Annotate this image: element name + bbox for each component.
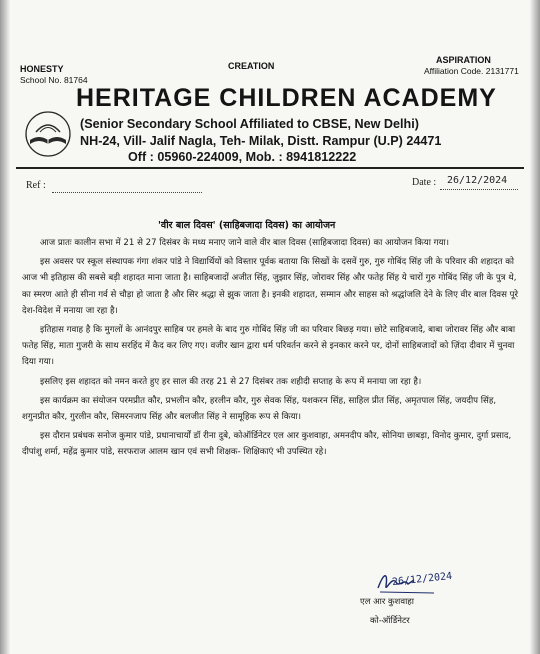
contact-line: Off : 05960-224009, Mob. : 8941812222 bbox=[128, 150, 357, 164]
motto-aspiration: ASPIRATION bbox=[436, 55, 491, 65]
paragraph-intro: आज प्रातः कालीन सभा में 21 से 27 दिसंबर के मध्य मनाए जाने वाले वीर बाल दिवस (साहिबजादा दिवस) का आयोजन किया गया। bbox=[40, 238, 449, 248]
open-book-logo-icon bbox=[20, 110, 76, 158]
address-line: NH-24, Vill- Jalif Nagla, Teh- Milak, Distt. Rampur (U.P) 24471 bbox=[80, 134, 442, 148]
signatory-name: एल आर कुशवाहा bbox=[360, 597, 414, 607]
affiliation-code: Affiliation Code. 2131771 bbox=[424, 66, 519, 76]
signatory-title: को-ऑर्डिनेटर bbox=[370, 616, 410, 626]
motto-creation: CREATION bbox=[228, 61, 275, 71]
paragraph-history: इतिहास गवाह है कि मुगलों के आनंदपुर साहिब पर हमले के बाद गुरु गोबिंद सिंह जी का परिवार बिछड़ गया। छोटे साहिबजादे, बाबा जोरावर सिंह और बाबा फतेह सिंह, माता गुजरी के साथ सरहिंद में कैद कर लिए गए। वजीर खान द्वारा धर्म परिवर्तन करने से इनकार करने पर, दोनों साहिबजादों को ज़िंदा दीवार में चुनवा दिया गया। bbox=[22, 325, 516, 368]
school-number: School No. 81764 bbox=[20, 75, 88, 85]
date-blank-line bbox=[440, 189, 518, 190]
motto-honesty: HONESTY bbox=[20, 64, 64, 74]
paragraph-attendees: इस दौरान प्रबंधक सनोज कुमार पांडे, प्रधानाचार्यों डॉ रीना दुबे, कोऑर्डिनेटर एल आर कुशवाहा, अमनदीप कौर, सोनिया छाबड़ा, विनोद कुमार, दुर्गा प्रसाद, दीपांशु शर्मा, महेंद्र कुमार पांडे, सरफराज आलम खान एवं सभी शिक्षक- शिक्षिकाएं भी उपस्थित रहे। bbox=[22, 431, 512, 458]
ref-label: Ref : bbox=[26, 180, 46, 191]
ref-blank-line bbox=[52, 192, 202, 193]
school-name: HERITAGE CHILDREN ACADEMY bbox=[76, 84, 497, 112]
paragraph-tribute: इसलिए इस शहादत को नमन करते हुए हर साल की तरह 21 से 27 दिसंबर तक शहीदी सप्ताह के रूप में मनाया जा रहा है। bbox=[40, 376, 422, 387]
date-value: 26/12/2024 bbox=[447, 175, 508, 186]
page-shadow-right bbox=[530, 0, 540, 654]
paragraph-organizers: इस कार्यक्रम का संयोजन परमप्रीत कौर, प्रभलीन कौर, हरलीन कौर, गुरु सेवक सिंह, यशकरन सिंह, साहिल प्रीत सिंह, अमृतपाल सिंह, जयदीप सिंह, शगुनप्रीत कौर, गुरलीन कौर, सिमरनजाप सिंह और बलजीत सिंह ने सामूहिक रूप से किया। bbox=[22, 395, 497, 423]
affiliation-line: (Senior Secondary School Affiliated to CBSE, New Delhi) bbox=[80, 117, 419, 131]
signature-date: 26/12/2024 bbox=[391, 570, 453, 589]
letter-body bbox=[22, 235, 522, 464]
paragraph-founder-speech: इस अवसर पर स्कूल संस्थापक गंगा शंकर पांडे ने विद्यार्थियों को विस्तार पूर्वक बताया कि सिखों के दसवें गुरु, गुरु गोबिंद सिंह जी के परिवार की शहादत को आज भी इतिहास की सबसे बड़ी शहादत माना जाता है। साहिबजादों अजीत सिंह, जुझार सिंह, जोरावर सिंह और फतेह सिंह ये चारों गुरु गोबिंद सिंह जी के पुत्र थे, का स्मरण आते ही सीना गर्व से चौड़ा हो जाता है और सिर श्रद्धा से झुक जाता है। इनकी शहादत, सम्मान और साहस को श्रद्धांजलि देने के लिए वीर बाल दिवस पूरे देश-विदेश में मनाया जा रहा है। bbox=[22, 257, 519, 316]
date-label: Date : bbox=[412, 177, 437, 188]
letter-title: 'वीर बाल दिवस' (साहिबजादा दिवस) का आयोजन bbox=[158, 220, 336, 231]
page-shadow-left bbox=[0, 0, 10, 654]
letterhead-divider bbox=[16, 167, 524, 169]
